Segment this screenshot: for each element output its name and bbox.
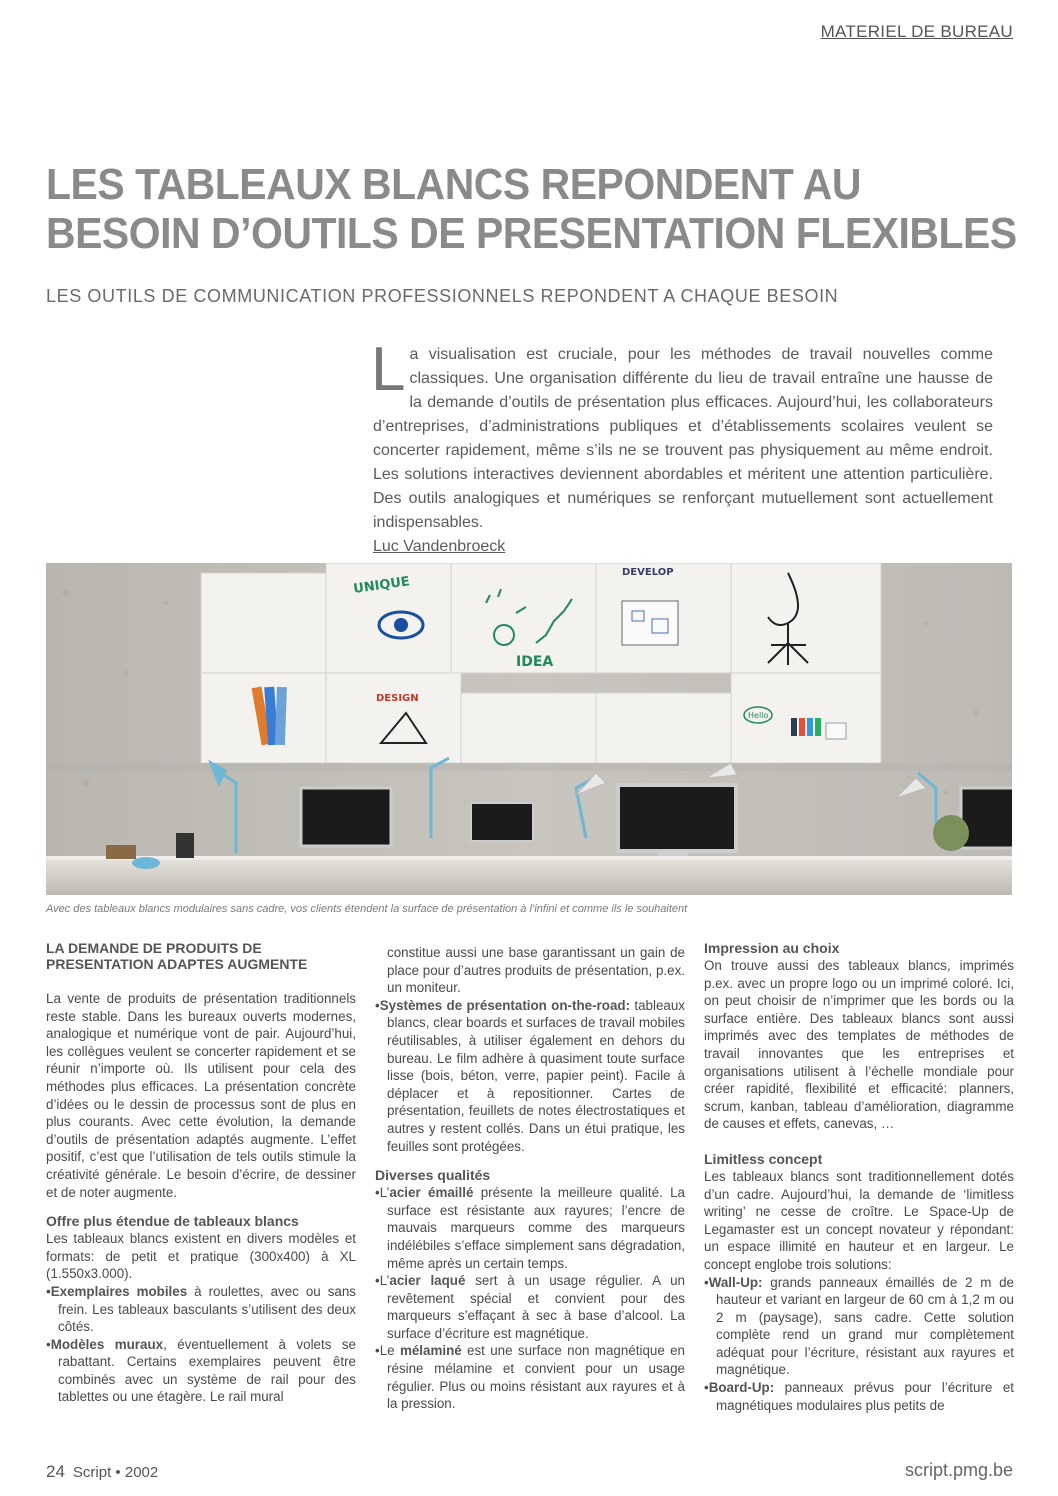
column-2 <box>375 944 685 1413</box>
heading-demande: LA DEMANDE DE PRODUITS DE PRESENTATION ADAPTES AUGMENTE <box>46 940 308 972</box>
bullet-bold: acier émaillé <box>389 1185 474 1201</box>
bullet-text: présente la meilleure qualité. La surface est résistante aux rayures; l’encre de mauvais marqueurs comme des marqueurs indélébiles s’efface simplement sans dégradation, même après un certain temps. <box>387 1185 685 1271</box>
article-title <box>46 160 1017 258</box>
magazine-issue: Script • 2002 <box>72 1464 159 1481</box>
bullet-acier-laque: •L’acier laqué sert à un usage régulier. A un revêtement spécial et convient pour des marqueurs s’effaçant à sec à base d’alcool. La surface d’écriture est magnétique. <box>375 1273 685 1341</box>
spacer <box>375 1155 685 1167</box>
bullet-text: est une surface non magnétique en résine mélamine et convient pour un usage régulier. Plus ou moins résistant aux rayures et à la pression. <box>387 1343 686 1412</box>
paragraph-impression: On trouve aussi des tableaux blancs, imprimés p.ex. avec un propre logo ou un imprimé coloré. Ici, on peut choisir de n’imprimer que les bords ou la surface entière. Des tableaux blancs sont aussi imprimés avec des templates de méthodes de travail innovantes que les entreprises et organisations utilisent à l’échelle mondiale pour créer rapidité, flexibilité et efficacité: planners, scrum, kanban, tableau d’amélioration, diagramme de causes et effets, canevas, … <box>704 958 1014 1132</box>
bullet-bold: Wall-Up: <box>708 1274 763 1290</box>
drop-cap: L <box>371 335 406 404</box>
bullet-muraux: •Modèles muraux, éventuellement à volets se rabattant. Certains exemplaires peuvent être combinés avec un système de rail pour des tablettes ou une étagère. Le rail mural <box>46 1336 356 1405</box>
board-text-hello: Hello <box>748 711 769 720</box>
bullet-text: , éventuellement à volets se rabattant. Certains exemplaires peuvent être combinés avec un système de rail pour des tablettes ou une étagère. Le rail mural <box>58 1336 356 1405</box>
intro-text: a visualisation est cruciale, pour les méthodes de travail nouvelles comme classiques. Une organisation différente du lieu de travail entraîne une hausse de la demande d’outils de présentation plus efficaces. Aujourd’hui, les collaborateurs d’entreprises, d’administrations publiques et d’établissements scolaires veulent se concerter rapidement, même s’ils ne se trouvent pas physiquement au même endroit. Les solutions interactives deviennent abordables et méritent une attention particulière. Des outils analogiques et numériques se renforçant mutuellement sont actuellement indispensables. <box>373 346 993 531</box>
bullet-text: panneaux prévus pour l’écriture et magnétiques modulaires plus petits de <box>716 1380 1014 1413</box>
bullet-board-up: •Board-Up: panneaux prévus pour l’écriture et magnétiques modulaires plus petits de <box>704 1380 1014 1413</box>
paragraph-formats: Les tableaux blancs existent en divers modèles et formats: de petit et pratique (300x400) à XL (1.550x3.000). <box>46 1231 356 1282</box>
paragraph-continuation: constitue aussi une base garantissant un gain de place pour d’autres produits de présentation, p.ex. un moniteur. <box>387 945 685 996</box>
bullet-melamine: •Le mélaminé est une surface non magnétique en résine mélamine et convient pour un usage régulier. Plus ou moins résistant aux rayures et à la pression. <box>375 1343 686 1412</box>
bullet-text: à roulettes, avec ou sans frein. Les tableaux basculants s’utilisent des deux côtés. <box>58 1283 357 1335</box>
spacer <box>46 972 356 990</box>
board-text-idea: IDEA <box>516 654 554 670</box>
bullet-text: sert à un usage régulier. A un revêtement spécial et convient pour des marqueurs s’effaçant à sec à base d’alcool. La surface d’écriture est magnétique. <box>387 1273 685 1341</box>
board-text-design: DESIGN <box>376 693 419 704</box>
intro-paragraph <box>371 335 993 535</box>
bullet-bold: Board-Up: <box>708 1380 775 1396</box>
author-byline: Luc Vandenbroeck <box>373 538 506 555</box>
section-tag: MATERIEL DE BUREAU <box>820 22 1013 41</box>
spacer <box>46 1201 356 1213</box>
bullet-on-the-road: •Systèmes de présentation on-the-road: tableaux blancs, clear boards et surfaces de travail mobiles réutilisables, à utiliser également en dehors du bureau. Le film adhère à quasiment toute surface lisse (bois, béton, verre, papier peint). Facile à déplacer et à repositionner. Cartes de présentation, feuillets de notes électrostatiques et autres y restent collés. Dans un étui pratique, les feuilles sont protégées. <box>375 997 685 1154</box>
board-text-unique: UNIQUE <box>352 574 411 597</box>
footer-website: script.pmg.be <box>904 1460 1013 1480</box>
bullet-bold: acier laqué <box>389 1273 466 1289</box>
photo-illustration <box>46 563 1012 895</box>
paragraph-vente: La vente de produits de présentation traditionnels reste stable. Dans les bureaux ouverts modernes, analogique et numérique vont de pair. Aujourd’hui, les collègues veulent se concerter rapidement et se réunir n’importe où. Ils utilisent pour cela des méthodes plus efficaces. La présentation concrète d’idées ou le dessin de processus sont de plus en plus courants. Avec cette évolution, la demande d’outils de présentation adaptés augmente. L’effet positif, c’est que l’utilisation de tels outils stimule la créativité générale. Le besoin d’écrire, de dessiner et de noter augmente. <box>46 991 356 1200</box>
spacer <box>704 1133 1014 1151</box>
column-3 <box>704 940 1014 1414</box>
bullet-text: grands panneaux émaillés de 2 m de hauteur et variant en largeur de 60 cm à 1,2 m ou 2 m (paysage), sans cadre. Cette solution complète rend un grand mur complètement adéquat pour l’écriture, résistant aux rayures et magnétique. <box>716 1274 1014 1378</box>
heading-impression: Impression au choix <box>704 940 840 956</box>
bullet-text: tableaux blancs, clear boards et surfaces de travail mobiles réutilisables, à utiliser également en dehors du bureau. Le film adhère à quasiment toute surface lisse (bois, béton, verre, papier peint). Facile à déplacer et à repositionner. Cartes de présentation, feuillets de notes électrostatiques et autres y restent collés. Dans un étui pratique, les feuilles sont protégées. <box>387 997 685 1154</box>
heading-offre: Offre plus étendue de tableaux blancs <box>46 1213 299 1230</box>
bullet-mobiles: •Exemplaires mobiles à roulettes, avec ou sans frein. Les tableaux basculants s’utilisent des deux côtés. <box>46 1283 357 1335</box>
bullet-bold: Systèmes de présentation on-the-road: <box>379 997 631 1013</box>
bullet-acier-emaille: •L’acier émaillé présente la meilleure qualité. La surface est résistante aux rayures; l’encre de mauvais marqueurs comme des marqueurs indélébiles s’efface simplement sans dégradation, même après un certain temps. <box>375 1185 685 1271</box>
office-whiteboard-photo <box>46 563 1012 895</box>
bullet-pre: L’ <box>379 1185 390 1201</box>
column-1 <box>46 940 356 1406</box>
heading-limitless: Limitless concept <box>704 1150 823 1167</box>
board-text-develop: DEVELOP <box>622 567 674 578</box>
bullet-bold: Exemplaires mobiles <box>50 1283 188 1299</box>
article-subtitle: LES OUTILS DE COMMUNICATION PROFESSIONNELS REPONDENT A CHAQUE BESOIN <box>46 286 839 306</box>
bullet-pre: Le <box>379 1343 400 1359</box>
title-line-1: LES TABLEAUX BLANCS REPONDENT AU <box>46 160 861 209</box>
bullet-wall-up: •Wall-Up: grands panneaux émaillés de 2 m de hauteur et variant en largeur de 60 cm à 1,2 m ou 2 m (paysage), sans cadre. Cette solution complète rend un grand mur complètement adéquat pour l’écriture, résistant aux rayures et magnétique. <box>704 1274 1014 1378</box>
bullet-bold: mélaminé <box>399 1343 462 1359</box>
page-number: 24 <box>46 1462 65 1481</box>
heading-qualites: Diverses qualités <box>375 1167 491 1184</box>
title-line-2: BESOIN D’OUTILS DE PRESENTATION FLEXIBLES <box>46 209 1017 258</box>
paragraph-limitless: Les tableaux blancs sont traditionnellement dotés d’un cadre. Aujourd’hui, la demande de ‘limitless writing’ ne cesse de croître. Le Space-Up de Legamaster est un concept novateur y répondant: un espace illimité en hauteur et en largeur. Le concept englobe trois solutions: <box>704 1168 1014 1272</box>
bullet-bold: Modèles muraux <box>50 1336 164 1352</box>
photo-caption: Avec des tableaux blancs modulaires sans cadre, vos clients étendent la surface de présentation à l’infini et comme ils le souhaitent <box>46 903 688 915</box>
footer-page-info <box>46 1462 158 1482</box>
bullet-pre: L’ <box>379 1273 390 1289</box>
